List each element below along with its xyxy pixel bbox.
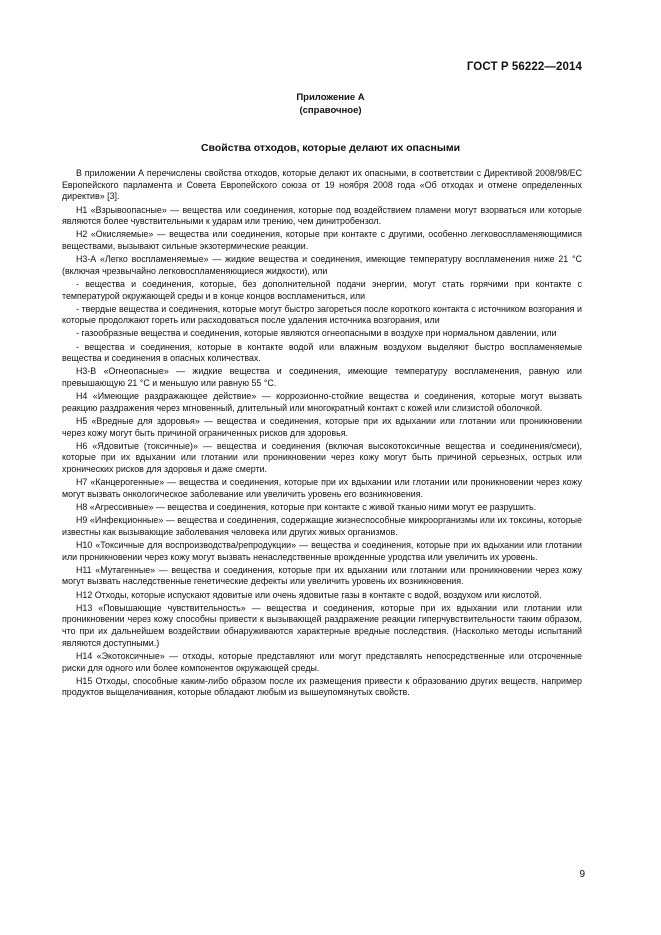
paragraph-h1: Н1 «Взрывоопасные» — вещества или соединения, которые под воздействием пламени могут взорваться или которые являются более чувствительными к ударам или трению, чем динитробензол. xyxy=(62,204,582,227)
annex-subtitle: (справочное) xyxy=(299,105,362,116)
paragraph-h15: Н15 Отходы, способные каким-либо образом после их размещения привести к образованию других веществ, например продуктов выщелачивания, которые обладают любым из вышеупомянутых свойств. xyxy=(62,675,582,698)
paragraph-h5: Н5 «Вредные для здоровья» — вещества и соединения, которые при их вдыхании или глотании или проникновении через кожу могут быть причиной ограниченных рисков для здоровья. xyxy=(62,415,582,438)
paragraph-h10: Н10 «Токсичные для воспроизводства/репродукции» — вещества и соединения, которые при их вдыхании или глотании или проникновении через кожу могут вызвать ненаследственные врожденные уродства или увеличить их уровень. xyxy=(62,539,582,562)
paragraph-h14: Н14 «Экотоксичные» — отходы, которые представляют или могут представлять непосредственные или отсроченные риски для одного или более компонентов окружающей среды. xyxy=(62,650,582,673)
paragraph-h3b: Н3-В «Огнеопасные» — жидкие вещества и соединения, имеющие температуру воспламенения, равную или превышающую 21 °С и меньшую или равную 55 °С. xyxy=(62,366,582,389)
paragraph-h3a: Н3-А «Легко воспламеняемые» — жидкие вещества и соединения, имеющие температуру воспламенения ниже 21 °С (включая чрезвычайно легковоспламеняющиеся жидкости), или xyxy=(62,254,582,276)
standard-code: ГОСТ Р 56222—2014 xyxy=(466,61,582,73)
paragraph-h12: Н12 Отходы, которые испускают ядовитые или очень ядовитые газы в контакте с водой, воздухом или кислотой. xyxy=(76,589,542,600)
paragraph-h2: Н2 «Окисляемые» — вещества или соединения, которые при контакте с другими, особенно легковоспламеняющимися веществами, вызывают сильные экзотермические реакции. xyxy=(62,229,582,251)
paragraph-intro: В приложении А перечислены свойства отходов, которые делают их опасными, в соответствии с Директивой 2008/98/ЕС Европейского парламента и Совета Европейского союза от 19 ноября 2008 года «Об отходах и отмене определенных директив» [3]. xyxy=(62,168,582,202)
document-body xyxy=(62,168,582,700)
paragraph-h6: Н6 «Ядовитые (токсичные)» — вещества и соединения (включая высокотоксичные вещества и соединения/смеси), которые при их вдыхании или глотании или проникновении через кожу могут быть причиной серьезных, острых или хронических рисков для здоровья и даже смерти. xyxy=(62,440,582,475)
paragraph-h8: Н8 «Агрессивные» — вещества и соединения, которые при контакте с живой тканью ними могут ее разрушить. xyxy=(76,502,537,513)
annex-heading xyxy=(0,91,661,117)
annex-title: Приложение А xyxy=(296,92,365,103)
paragraph-h3a-item-2: - твердые вещества и соединения, которые могут быстро загореться после короткого контакта с источником возгорания и которые продолжают гореть или расходоваться после удаления источника возгорания, или xyxy=(62,303,582,326)
paragraph-h3a-item-3: - газообразные вещества и соединения, которые являются огнеопасными в воздухе при нормальном давлении, или xyxy=(76,328,557,339)
page-number: 9 xyxy=(579,869,585,880)
paragraph-h3a-item-4: - вещества и соединения, которые в контакте водой или влажным воздухом выделяют быстро воспламеняемые вещества и соединения в опасных количествах. xyxy=(62,341,582,364)
paragraph-h4: Н4 «Имеющие раздражающее действие» — коррозионно-стойкие вещества и соединения, которые могут вызвать реакцию раздражения через мгновенный, длительный или многократный контакт с кожей или слизистой оболочкой. xyxy=(62,391,582,413)
paragraph-h3a-item-1: - вещества и соединения, которые, без дополнительной подачи энергии, могут стать горячими при контакте с температурой окружающей среды и в конце концов воспламениться, или xyxy=(62,278,582,301)
paragraph-h9: Н9 «Инфекционные» — вещества и соединения, содержащие жизнеспособные микроорганизмы или их токсины, которые известны как вызывающие заболевания человека или других живых организмов. xyxy=(62,515,582,537)
paragraph-h11: Н11 «Мутагенные» — вещества и соединения, которые при их вдыхании или глотании или проникновении через кожу могут вызвать наследственные генетические дефекты или увеличить уровень их возникновения. xyxy=(62,564,582,587)
paragraph-h13: Н13 «Повышающие чувствительность» — вещества и соединения, которые при их вдыхании или глотании или проникновении через кожу способны привести к вызывающей раздражение реакции гиперчувствительности таким образом, что при их дальнейшем воздействии обнаруживаются характерные вредные последствия. (Насколько методы испытаний являются доступными.) xyxy=(62,602,582,648)
section-title: Свойства отходов, которые делают их опасными xyxy=(200,142,461,154)
paragraph-h7: Н7 «Канцерогенные» — вещества и соединения, которые при их вдыхании или глотании или проникновении через кожу могут вызвать онкологическое заболевание или увеличить уровень его возникновения. xyxy=(62,477,582,499)
